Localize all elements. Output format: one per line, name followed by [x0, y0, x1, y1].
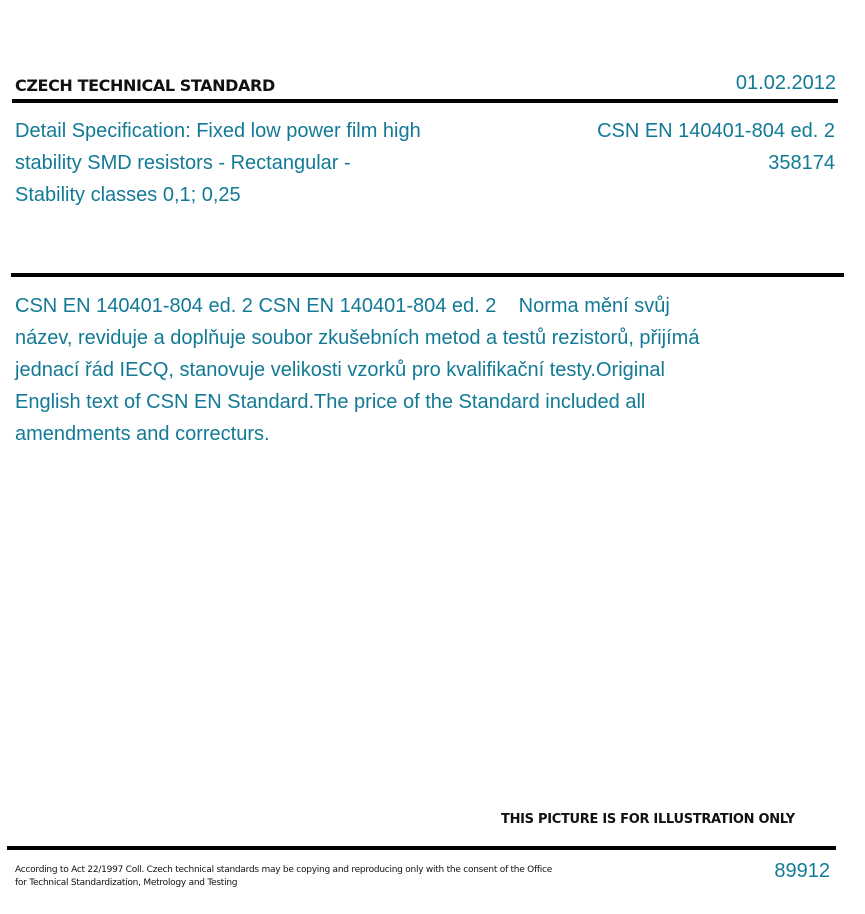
legal-notice-line-1: According to Act 22/1997 Coll. Czech technical standards may be copying and reproducing only with the consent of the Office: [15, 865, 553, 875]
illustration-note: THIS PICTURE IS FOR ILLUSTRATION ONLY: [501, 812, 795, 827]
legal-notice-line-2: for Technical Standardization, Metrology and Testing: [15, 878, 238, 888]
catalog-number: 358174: [768, 152, 835, 174]
header-divider: [12, 99, 838, 103]
standard-code: CSN EN 140401-804 ed. 2: [597, 120, 835, 142]
legal-notice: [15, 864, 595, 890]
section-divider: [11, 273, 844, 277]
specification-title: Detail Specification: Fixed low power film high stability SMD resistors - Rectangular - Stability classes 0,1; 0,25: [15, 120, 421, 206]
standard-description: CSN EN 140401-804 ed. 2 CSN EN 140401-804 ed. 2 Norma mění svůj název, reviduje a doplňuje soubor zkušebních metod a testů rezistorů, přijímá jednací řád IECQ, stanovuje velikosti vzorků pro kvalifikační testy.Original English text of CSN EN Standard.The price of the Standard included all amendments and correcturs.: [15, 295, 706, 445]
document-id: 89912: [774, 860, 830, 882]
publication-date: 01.02.2012: [735, 72, 836, 94]
specification-identifier: [597, 115, 835, 179]
standard-type-heading: CZECH TECHNICAL STANDARD: [15, 76, 275, 95]
footer-divider: [7, 846, 836, 850]
